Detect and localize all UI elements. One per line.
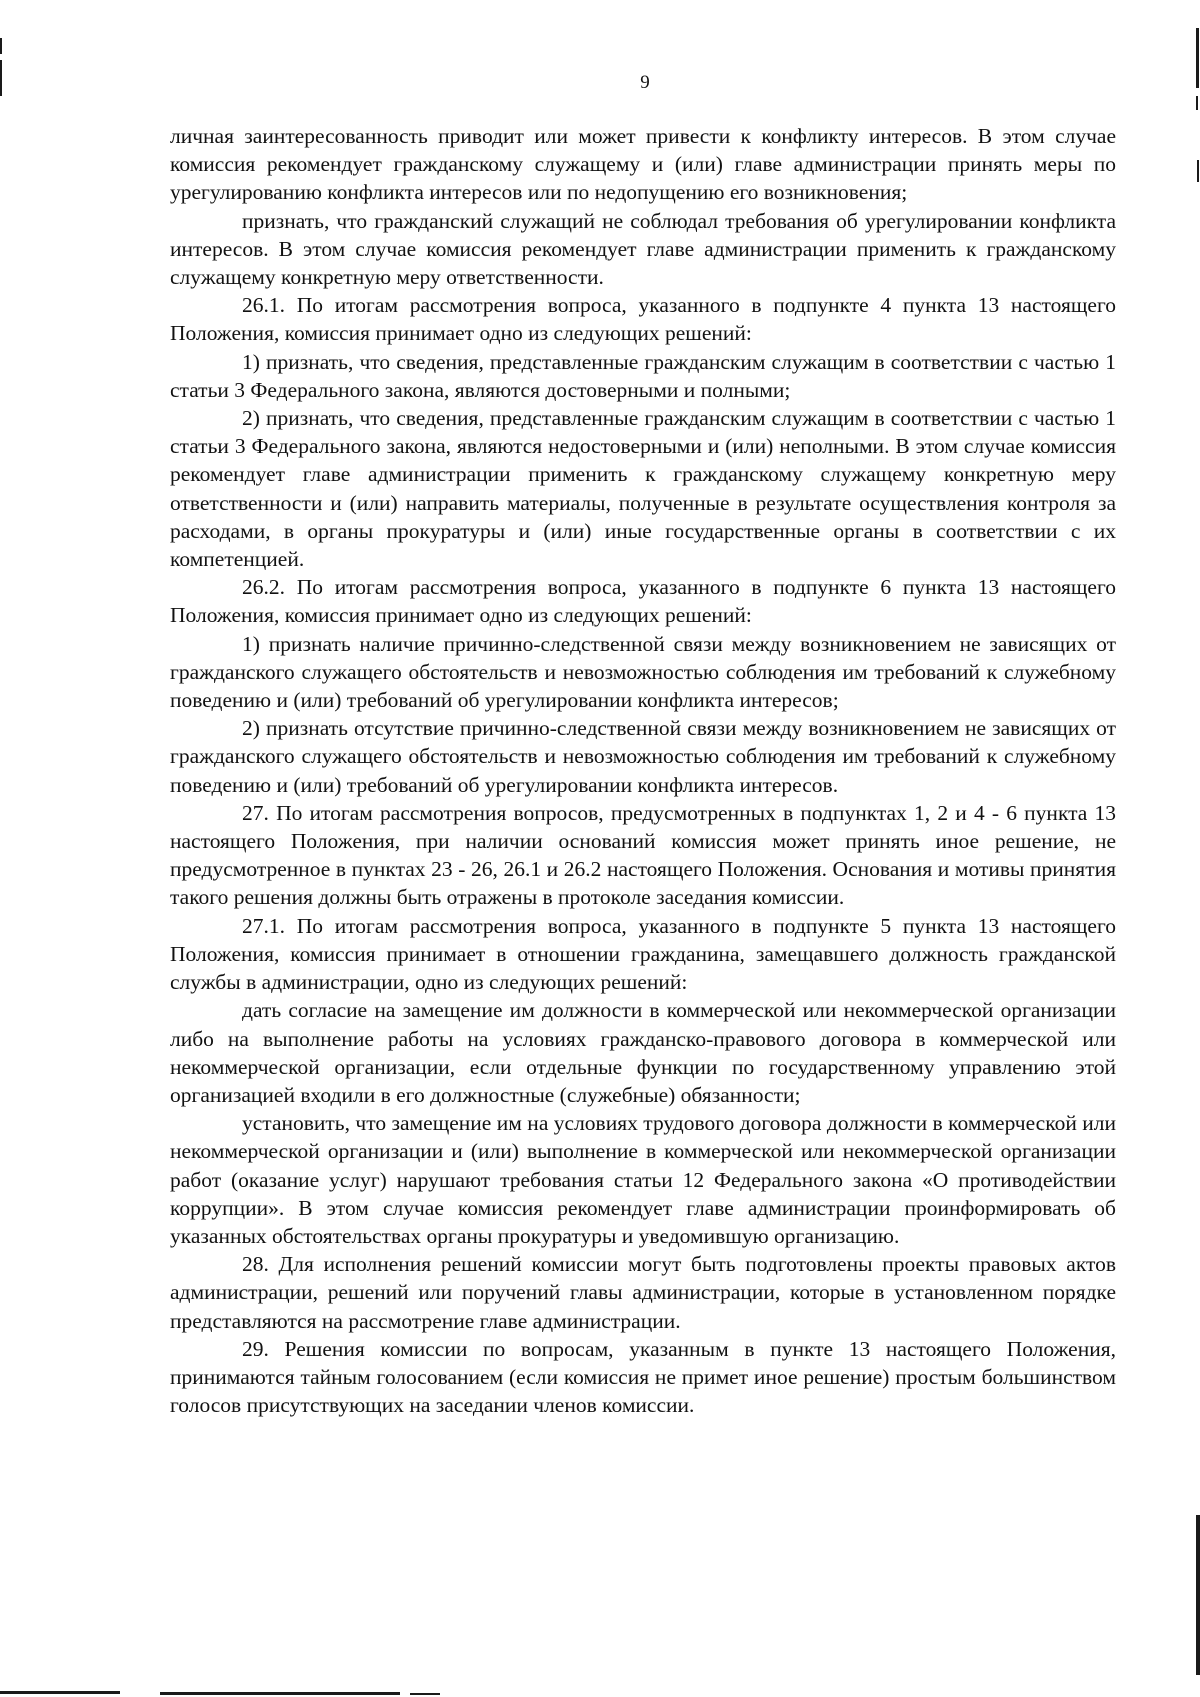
paragraph-item: 1) признать наличие причинно-следственной связи между возникновением не зависящих от гражданского служащего обстоятельств и невозможностью соблюдения им требований к служебному поведению и (или) требований об урегулировании конфликта интересов; xyxy=(170,631,1116,713)
paragraph-item: установить, что замещение им на условиях трудового договора должности в коммерческой или некоммерческой организации и (или) выполнение в коммерческой или некоммерческой организации работ (оказание услуг) нарушают требования статьи 12 Федерального закона «О противодействии коррупции». В этом случае комиссия рекомендует главе администрации проинформировать об указанных обстоятельствах органы прокуратуры и уведомившую организацию. xyxy=(170,1111,1116,1248)
scan-artifact xyxy=(1196,1515,1200,1675)
paragraph-continuation: личная заинтересованность приводит или может привести к конфликту интересов. В этом случае комиссия рекомендует гражданскому служащему и (или) главе администрации принять меры по урегулированию конфликта интересов или по недопущению его возникновения; xyxy=(170,124,1116,205)
document-body xyxy=(170,122,1116,1419)
paragraph-clause-29: 29. Решения комиссии по вопросам, указанным в пункте 13 настоящего Положения, принимаются тайным голосованием (если комиссия не примет иное решение) простым большинством голосов присутствующих на заседании членов комиссии. xyxy=(170,1336,1116,1418)
scan-artifact xyxy=(0,38,2,54)
paragraph-item: 2) признать отсутствие причинно-следственной связи между возникновением не зависящих от гражданского служащего обстоятельств и невозможностью соблюдения им требований к служебному поведению и (или) требований об урегулировании конфликта интересов. xyxy=(170,716,1116,797)
scan-artifact xyxy=(1197,160,1199,182)
scan-artifact xyxy=(160,1692,400,1695)
scan-artifact xyxy=(0,1691,120,1694)
paragraph-item: 1) признать, что сведения, представленные гражданским служащим в соответствии с частью 1 статьи 3 Федерального закона, являются достоверными и полными; xyxy=(170,349,1116,402)
scan-artifact xyxy=(410,1693,440,1695)
page-number: 9 xyxy=(640,72,650,93)
paragraph-clause-28: 28. Для исполнения решений комиссии могут быть подготовлены проекты правовых актов администрации, решений или поручений главы администрации, которые в установленном порядке представляются на рассмотрение главе администрации. xyxy=(170,1252,1116,1333)
paragraph-item: дать согласие на замещение им должности в коммерческой или некоммерческой организации либо на выполнение работы на условиях гражданско-правового договора в коммерческой или некоммерческой организации, если отдельные функции по государственному управлению этой организацией входили в его должностные (служебные) обязанности; xyxy=(170,998,1116,1107)
scan-artifact xyxy=(1196,96,1198,110)
paragraph: признать, что гражданский служащий не соблюдал требования об урегулировании конфликта интересов. В этом случае комиссия рекомендует главе администрации применить к гражданскому служащему конкретную меру ответственности. xyxy=(170,208,1116,290)
paragraph-clause-26-1: 26.1. По итогам рассмотрения вопроса, указанного в подпункте 4 пункта 13 настоящего Положения, комиссия принимает одно из следующих решений: xyxy=(170,293,1116,346)
paragraph-item: 2) признать, что сведения, представленные гражданским служащим в соответствии с частью 1 статьи 3 Федерального закона, являются недостоверными и (или) неполными. В этом случае комиссия рекомендует главе администрации применить к гражданскому служащему конкретную меру ответственности и (или) направить материалы, полученные в результате осуществления контроля за расходами, в органы прокуратуры и (или) иные государственные органы в соответствии с их компетенцией. xyxy=(170,406,1116,572)
paragraph-clause-26-2: 26.2. По итогам рассмотрения вопроса, указанного в подпункте 6 пункта 13 настоящего Положения, комиссия принимает одно из следующих решений: xyxy=(170,575,1116,628)
paragraph-clause-27: 27. По итогам рассмотрения вопросов, предусмотренных в подпунктах 1, 2 и 4 - 6 пункта 13 настоящего Положения, при наличии оснований комиссия может принять иное решение, не предусмотренное в пунктах 23 - 26, 26.1 и 26.2 настоящего Положения. Основания и мотивы принятия такого решения должны быть отражены в протоколе заседания комиссии. xyxy=(170,800,1116,910)
paragraph-clause-27-1: 27.1. По итогам рассмотрения вопроса, указанного в подпункте 5 пункта 13 настоящего Положения, комиссия принимает в отношении гражданина, замещавшего должность гражданской службы в администрации, одно из следующих решений: xyxy=(170,913,1116,995)
